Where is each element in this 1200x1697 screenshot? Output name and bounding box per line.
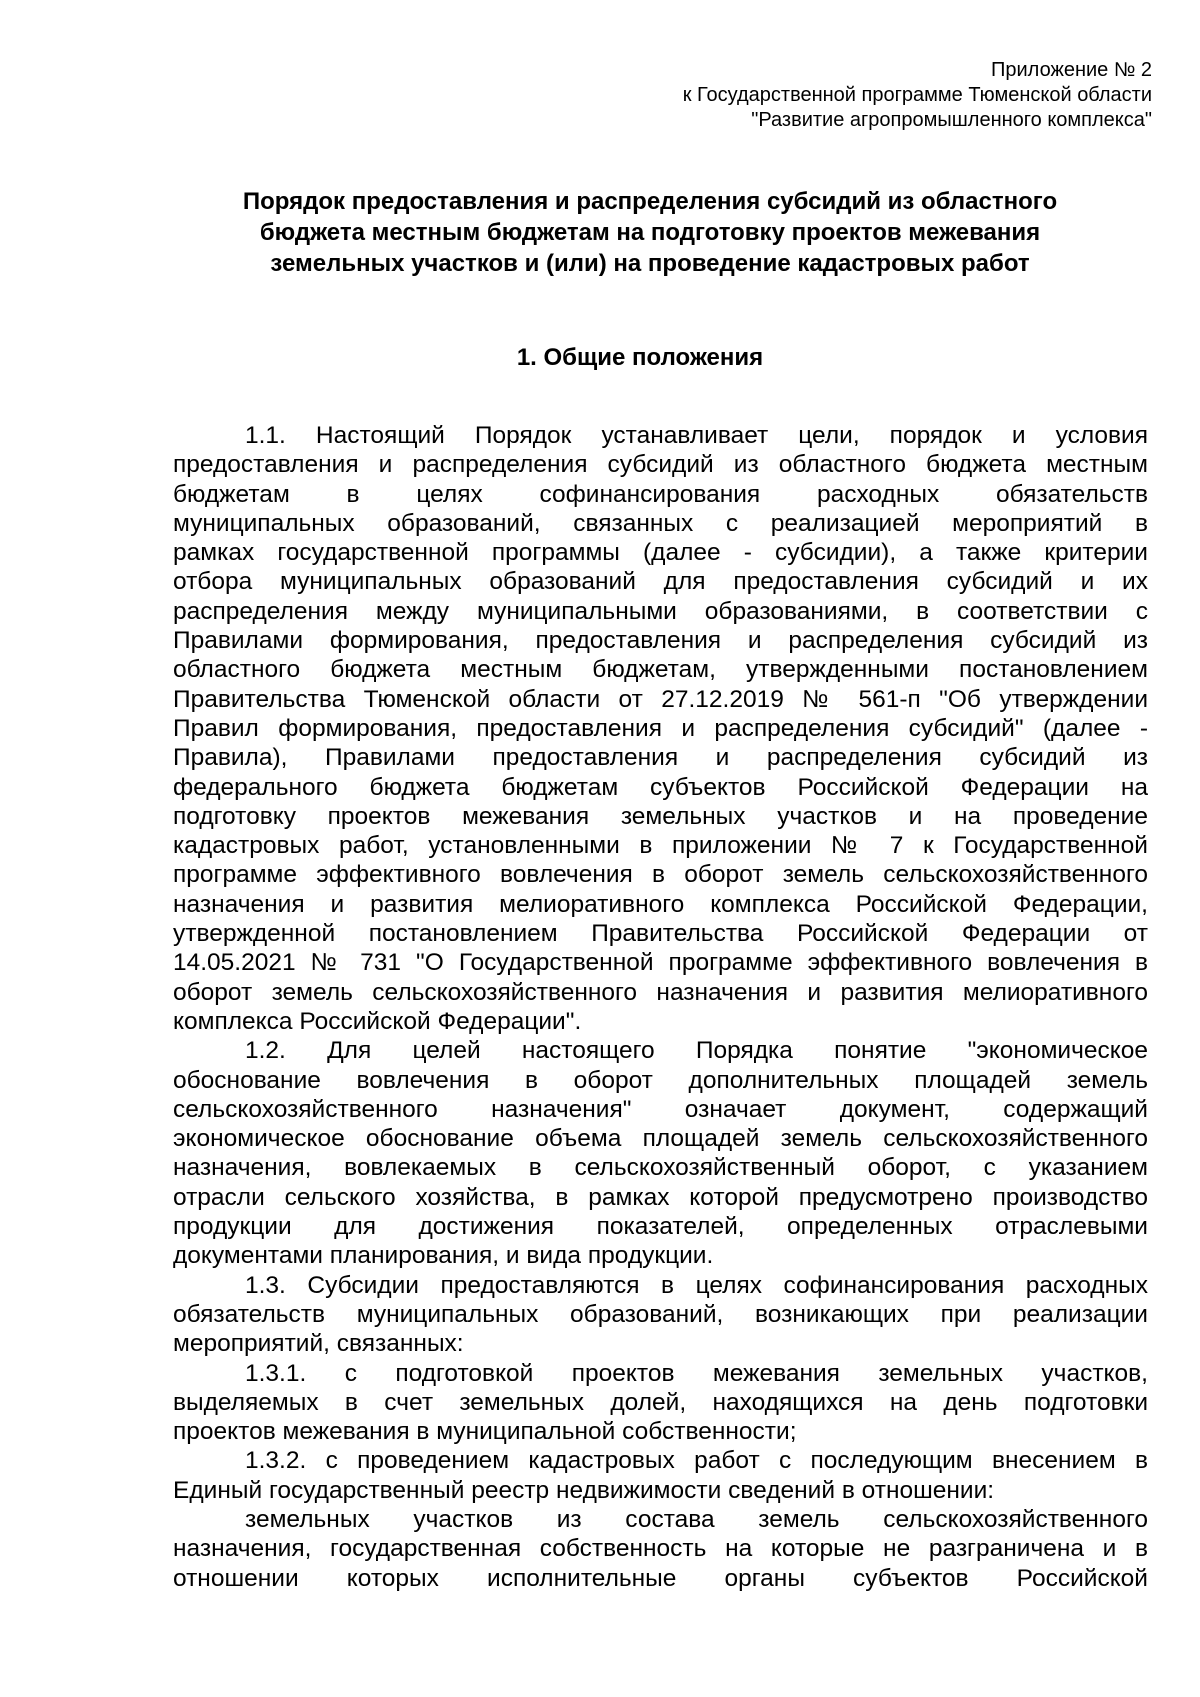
paragraph-line: Правилами формирования, предоставления и распределения субсидий из	[173, 627, 1148, 655]
paragraph-line: муниципальных образований, связанных с реализацией мероприятий в	[173, 509, 1148, 537]
document-title	[180, 186, 1120, 279]
paragraph-line: назначения, государственная собственность на которые не разграничена и в	[173, 1535, 1148, 1563]
paragraph-line: выделяемых в счет земельных долей, находящихся на день подготовки	[173, 1388, 1148, 1416]
annex-program-name: "Развитие агропромышленного комплекса"	[751, 109, 1152, 131]
paragraph-line: областного бюджета местным бюджетам, утвержденными постановлением	[173, 656, 1148, 684]
paragraph-line: отбора муниципальных образований для предоставления субсидий и их	[173, 568, 1148, 596]
paragraph-line: назначения и развития мелиоративного комплекса Российской Федерации,	[173, 890, 1148, 918]
paragraph-line: предоставления и распределения субсидий из областного бюджета местным	[173, 451, 1148, 479]
paragraph-line: программе эффективного вовлечения в оборот земель сельскохозяйственного	[173, 861, 1148, 889]
paragraph-line: федерального бюджета бюджетам субъектов Российской Федерации на	[173, 773, 1148, 801]
title-line: бюджета местным бюджетам на подготовку проектов межевания	[259, 219, 1041, 246]
title-line: Порядок предоставления и распределения субсидий из областного	[242, 188, 1058, 215]
paragraph-line: 1.3.2. с проведением кадастровых работ с последующим внесением в	[245, 1447, 1148, 1475]
paragraph-line: земельных участков из состава земель сельскохозяйственного	[245, 1505, 1148, 1533]
annex-program-ref: к Государственной программе Тюменской области	[682, 84, 1152, 106]
paragraph-line: Правительства Тюменской области от 27.12.2019 № 561-п "Об утверждении	[173, 685, 1148, 713]
paragraph-line: сельскохозяйственного назначения" означает документ, содержащий	[173, 1095, 1148, 1123]
paragraph-line: отрасли сельского хозяйства, в рамках которой предусмотрено производство	[173, 1183, 1148, 1211]
title-line: земельных участков и (или) на проведение кадастровых работ	[270, 250, 1030, 277]
paragraph-line: кадастровых работ, установленными в приложении № 7 к Государственной	[173, 832, 1148, 860]
paragraph-line: утвержденной постановлением Правительства Российской Федерации от	[173, 920, 1148, 948]
paragraph-line: 14.05.2021 № 731 "О Государственной программе эффективного вовлечения в	[173, 949, 1148, 977]
paragraph-line: подготовку проектов межевания земельных участков и на проведение	[173, 802, 1148, 830]
paragraph-line: распределения между муниципальными образованиями, в соответствии с	[173, 597, 1148, 625]
paragraph-line: оборот земель сельскохозяйственного назначения и развития мелиоративного	[173, 978, 1148, 1006]
paragraph-line: продукции для достижения показателей, определенных отраслевыми	[173, 1213, 1148, 1241]
paragraph-line: мероприятий, связанных:	[173, 1330, 464, 1358]
paragraph-line: обоснование вовлечения в оборот дополнительных площадей земель	[173, 1066, 1148, 1094]
section-heading: 1. Общие положения	[516, 344, 764, 371]
annex-number: Приложение № 2	[991, 59, 1152, 81]
paragraph-line: 1.3. Субсидии предоставляются в целях софинансирования расходных	[245, 1271, 1148, 1299]
paragraph-line: 1.1. Настоящий Порядок устанавливает цели, порядок и условия	[245, 422, 1148, 449]
annex-header	[683, 58, 1152, 133]
paragraph-line: документами планирования, и вида продукции.	[173, 1242, 714, 1270]
paragraph-line: экономическое обоснование объема площадей земель сельскохозяйственного	[173, 1125, 1148, 1153]
paragraph-line: комплекса Российской Федерации".	[173, 1007, 582, 1035]
body-text	[173, 421, 1148, 1593]
paragraph-line: рамках государственной программы (далее - субсидии), а также критерии	[173, 539, 1148, 567]
paragraph-line: бюджетам в целях софинансирования расходных обязательств	[173, 480, 1148, 508]
paragraph-line: 1.3.1. с подготовкой проектов межевания земельных участков,	[245, 1359, 1148, 1387]
paragraph-line: проектов межевания в муниципальной собственности;	[173, 1418, 797, 1446]
paragraph-line: отношении которых исполнительные органы субъектов Российской	[173, 1564, 1148, 1592]
paragraph-line: назначения, вовлекаемых в сельскохозяйственный оборот, с указанием	[173, 1154, 1148, 1182]
paragraph-line: 1.2. Для целей настоящего Порядка понятие "экономическое	[245, 1037, 1148, 1065]
paragraph-line: обязательств муниципальных образований, возникающих при реализации	[173, 1300, 1148, 1328]
paragraph-line: Единый государственный реестр недвижимости сведений в отношении:	[173, 1476, 995, 1504]
paragraph-line: Правил формирования, предоставления и распределения субсидий" (далее -	[173, 714, 1148, 742]
paragraph-line: Правила), Правилами предоставления и распределения субсидий из	[173, 744, 1148, 772]
